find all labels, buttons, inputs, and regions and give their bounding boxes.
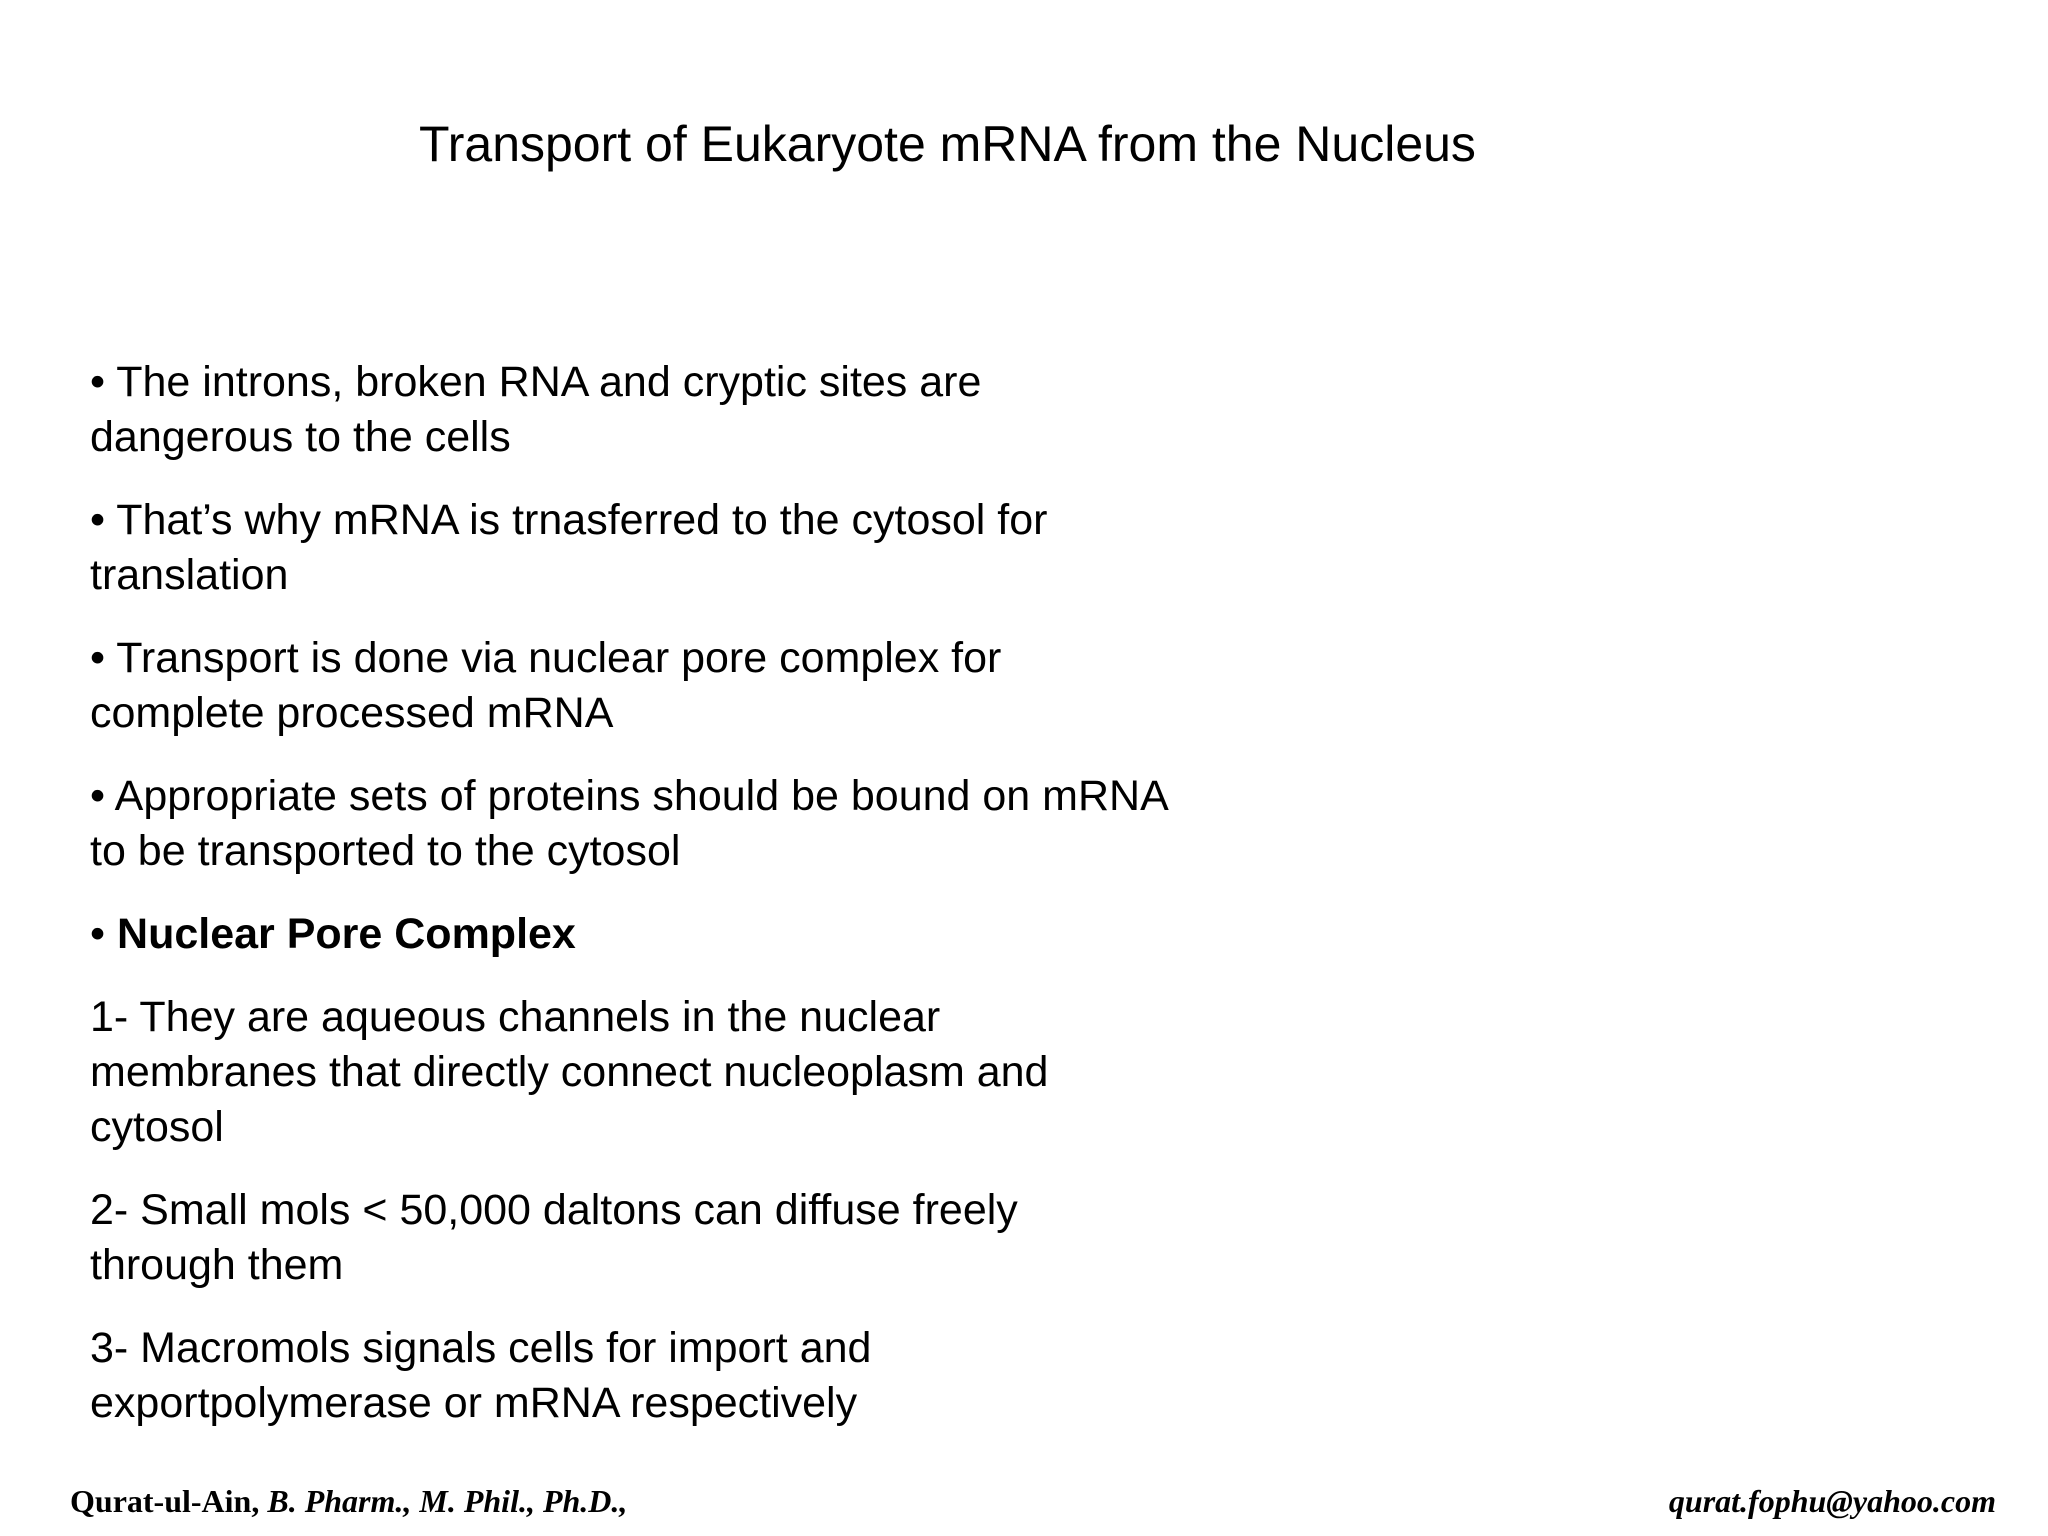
bullet-marker: • (90, 772, 106, 820)
bullet-marker: • (90, 910, 106, 958)
bullet-text: That’s why mRNA is trnasferred to the cytosol for translation (90, 496, 1048, 599)
bullet-text: The introns, broken RNA and cryptic sites are dangerous to the cells (90, 358, 982, 461)
bullet-point (90, 631, 1170, 741)
slide-title: Transport of Eukaryote mRNA from the Nucleus (419, 116, 1476, 172)
bullet-point-heading (90, 907, 1170, 962)
bullet-point (90, 769, 1170, 879)
bullet-text: Transport is done via nuclear pore complex for complete processed mRNA (90, 634, 1002, 737)
footer-email: qurat.fophu@yahoo.com (1668, 1483, 1996, 1519)
author-degrees: B. Pharm., M. Phil., Ph.D., (267, 1483, 628, 1519)
bullet-marker: • (90, 496, 106, 544)
bullet-marker: • (90, 358, 106, 406)
numbered-point: 3- Macromols signals cells for import and exportpolymerase or mRNA respectively (90, 1324, 872, 1427)
author-name: Qurat-ul-Ain, (70, 1483, 260, 1519)
bullet-heading-text: Nuclear Pore Complex (117, 910, 576, 958)
slide-body (90, 355, 1170, 1459)
bullet-point (90, 355, 1170, 465)
bullet-marker: • (90, 634, 106, 682)
bullet-text: Appropriate sets of proteins should be bound on mRNA to be transported to the cytosol (90, 772, 1167, 875)
footer-author (70, 1481, 627, 1521)
numbered-point: 1- They are aqueous channels in the nuclear membranes that directly connect nucleoplasm and cytosol (90, 993, 1049, 1151)
numbered-point: 2- Small mols < 50,000 daltons can diffuse freely through them (90, 1186, 1018, 1289)
bullet-point (90, 493, 1170, 603)
